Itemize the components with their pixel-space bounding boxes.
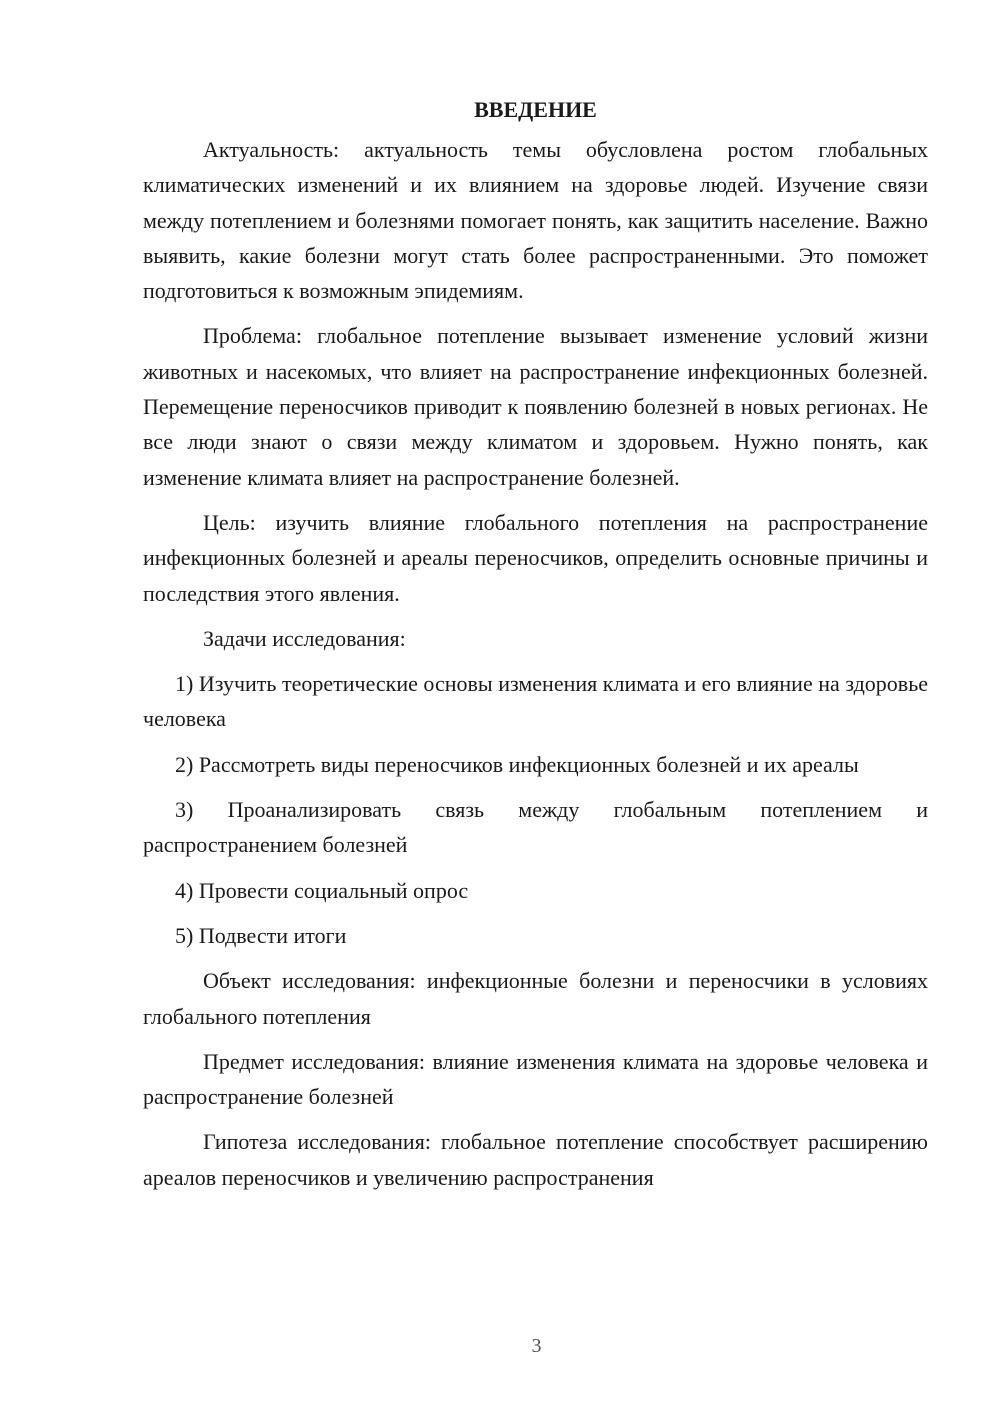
paragraph-tasks-heading: Задачи исследования: <box>203 625 406 651</box>
task-item-1: 1) Изучить теоретические основы изменения климата и его влияние на здоровье человека <box>143 671 928 732</box>
task-item-3: 3) Проанализировать связь между глобальным потеплением и распространением болезней <box>143 797 928 858</box>
paragraph-problem: Проблема: глобальное потепление вызывает изменение условий жизни животных и насекомых, что влияет на распространение инфекционных болезней. Перемещение переносчиков приводит к появлению болезней в новых регионах. Не все люди знают о связи между климатом и здоровьем. Нужно понять, как изменение климата влияет на распространение болезней. <box>143 323 928 490</box>
paragraph-subject: Предмет исследования: влияние изменения климата на здоровье человека и распространение болезней <box>143 1048 928 1110</box>
paragraph-hypothesis: Гипотеза исследования: глобальное потепление способствует расширению ареалов переносчиков и увеличению распространения <box>143 1129 928 1190</box>
page-number: 3 <box>531 1335 542 1357</box>
task-item-4: 4) Провести социальный опрос <box>175 877 469 903</box>
task-item-5: 5) Подвести итоги <box>175 922 347 948</box>
page-title: ВВЕДЕНИЕ <box>474 97 597 122</box>
document-page <box>143 92 928 1195</box>
paragraph-relevance: Актуальность: актуальность темы обусловлена ростом глобальных климатических изменений и их влиянием на здоровье людей. Изучение связи между потеплением и болезнями помогает понять, как защитить население. Важно выявить, какие болезни могут стать более распространенными. Это поможет подготовиться к возможным эпидемиям. <box>143 137 928 304</box>
paragraph-object: Объект исследования: инфекционные болезни и переносчики в условиях глобального потепления <box>143 968 928 1029</box>
paragraph-goal: Цель: изучить влияние глобального потепления на распространение инфекционных болезней и ареалы переносчиков, определить основные причины и последствия этого явления. <box>143 509 928 606</box>
task-item-2: 2) Рассмотреть виды переносчиков инфекционных болезней и их ареалы <box>175 751 859 777</box>
